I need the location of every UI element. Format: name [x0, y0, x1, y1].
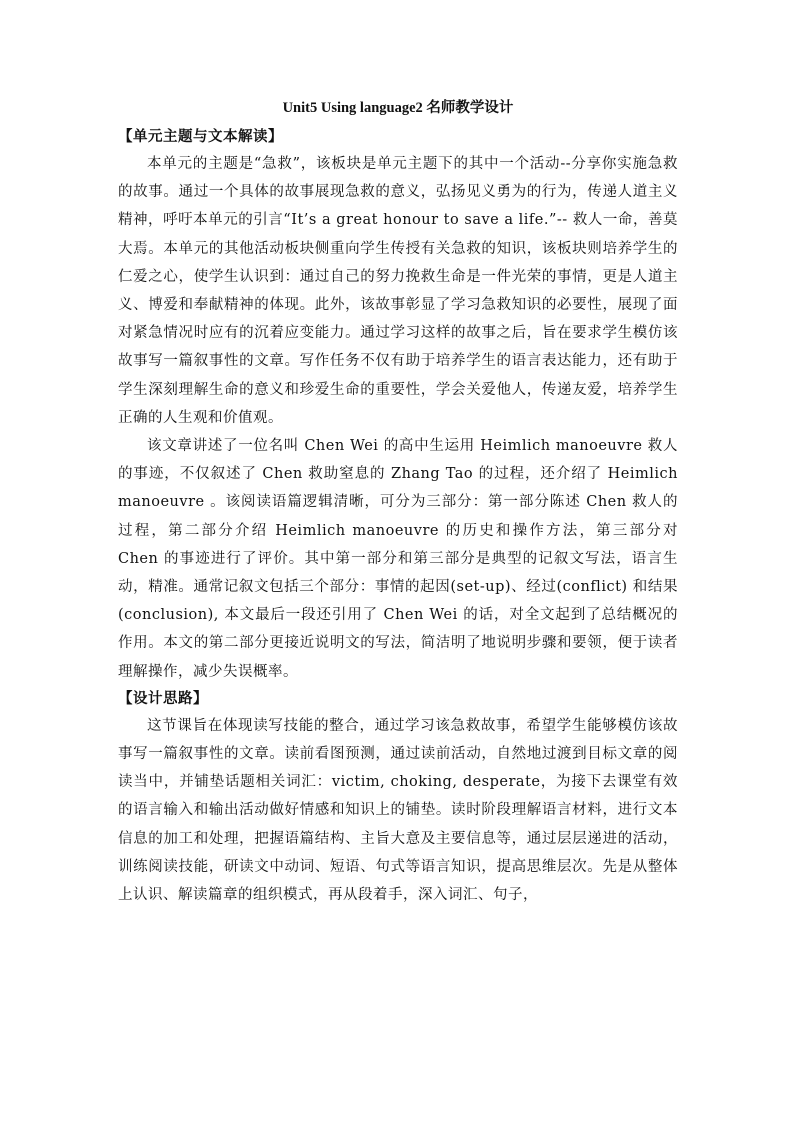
document-page: [118, 96, 678, 909]
section-theme: [118, 124, 678, 686]
section-heading-theme: 【单元主题与文本解读】: [118, 128, 283, 145]
section-heading-design: 【设计思路】: [118, 689, 208, 707]
document-title: Unit5 Using language2 名师教学设计: [282, 100, 514, 116]
paragraph-design-idea: 这节课旨在体现读写技能的整合，通过学习该急救故事，希望学生能够模仿该故事写一篇叙事性的文章。读前看图预测，通过读前活动，自然地过渡到目标文章的阅读当中，并铺垫话题相关词汇：victim, choking, desperate，为接下去课堂有效的语言输入和输出活动做好情感和知识上的铺垫。读时阶段理解语言材料，进行文本信息的加工和处理，把握语篇结构、主旨大意及主要信息等，通过层层递进的活动，训练阅读技能，研读文中动词、短语、句式等语言知识，提高思维层次。先是从整体上认识、解读篇章的组织模式，再从段着手，深入词汇、句子，: [118, 717, 678, 904]
section-design: [118, 686, 678, 909]
paragraph-theme-intro: 本单元的主题是“急救”，该板块是单元主题下的其中一个活动--分享你实施急救的故事。通过一个具体的故事展现急救的意义，弘扬见义勇为的行为，传递人道主义精神，呼吁本单元的引言“It’s a great honour to save a life.”-- 救人一命，善莫大焉。本单元的其他活动板块侧重向学生传授有关急救的知识，该板块则培养学生的仁爱之心，使学生认识到：通过自己的努力挽救生命是一件光荣的事情，更是人道主义、博爱和奉献精神的体现。此外，该故事彰显了学习急救知识的必要性，展现了面对紧急情况时应有的沉着应变能力。通过学习这样的故事之后，旨在要求学生模仿该故事写一篇叙事性的文章。写作任务不仅有助于培养学生的语言表达能力，还有助于学生深刻理解生命的意义和珍爱生命的重要性，学会关爱他人，传递友爱，培养学生正确的人生观和价值观。: [118, 156, 678, 426]
paragraph-text-analysis: 该文章讲述了一位名叫 Chen Wei 的高中生运用 Heimlich manoeuvre 救人的事迹，不仅叙述了 Chen 救助窒息的 Zhang Tao 的过程，还介绍了 Heimlich manoeuvre 。该阅读语篇逻辑清晰，可分为三部分：第一部分陈述 Chen 救人的过程，第二部分介绍 Heimlich manoeuvre 的历史和操作方法，第三部分对 Chen 的事迹进行了评价。其中第一部分和第三部分是典型的记叙文写法，语言生动，精准。通常记叙文包括三个部分：事情的起因(set-up)、经过(conflict) 和结果(conclusion), 本文最后一段还引用了 Chen Wei 的话，对全文起到了总结概况的作用。本文的第二部分更接近说明文的写法，简洁明了地说明步骤和要领，便于读者理解操作，减少失误概率。: [118, 438, 678, 680]
